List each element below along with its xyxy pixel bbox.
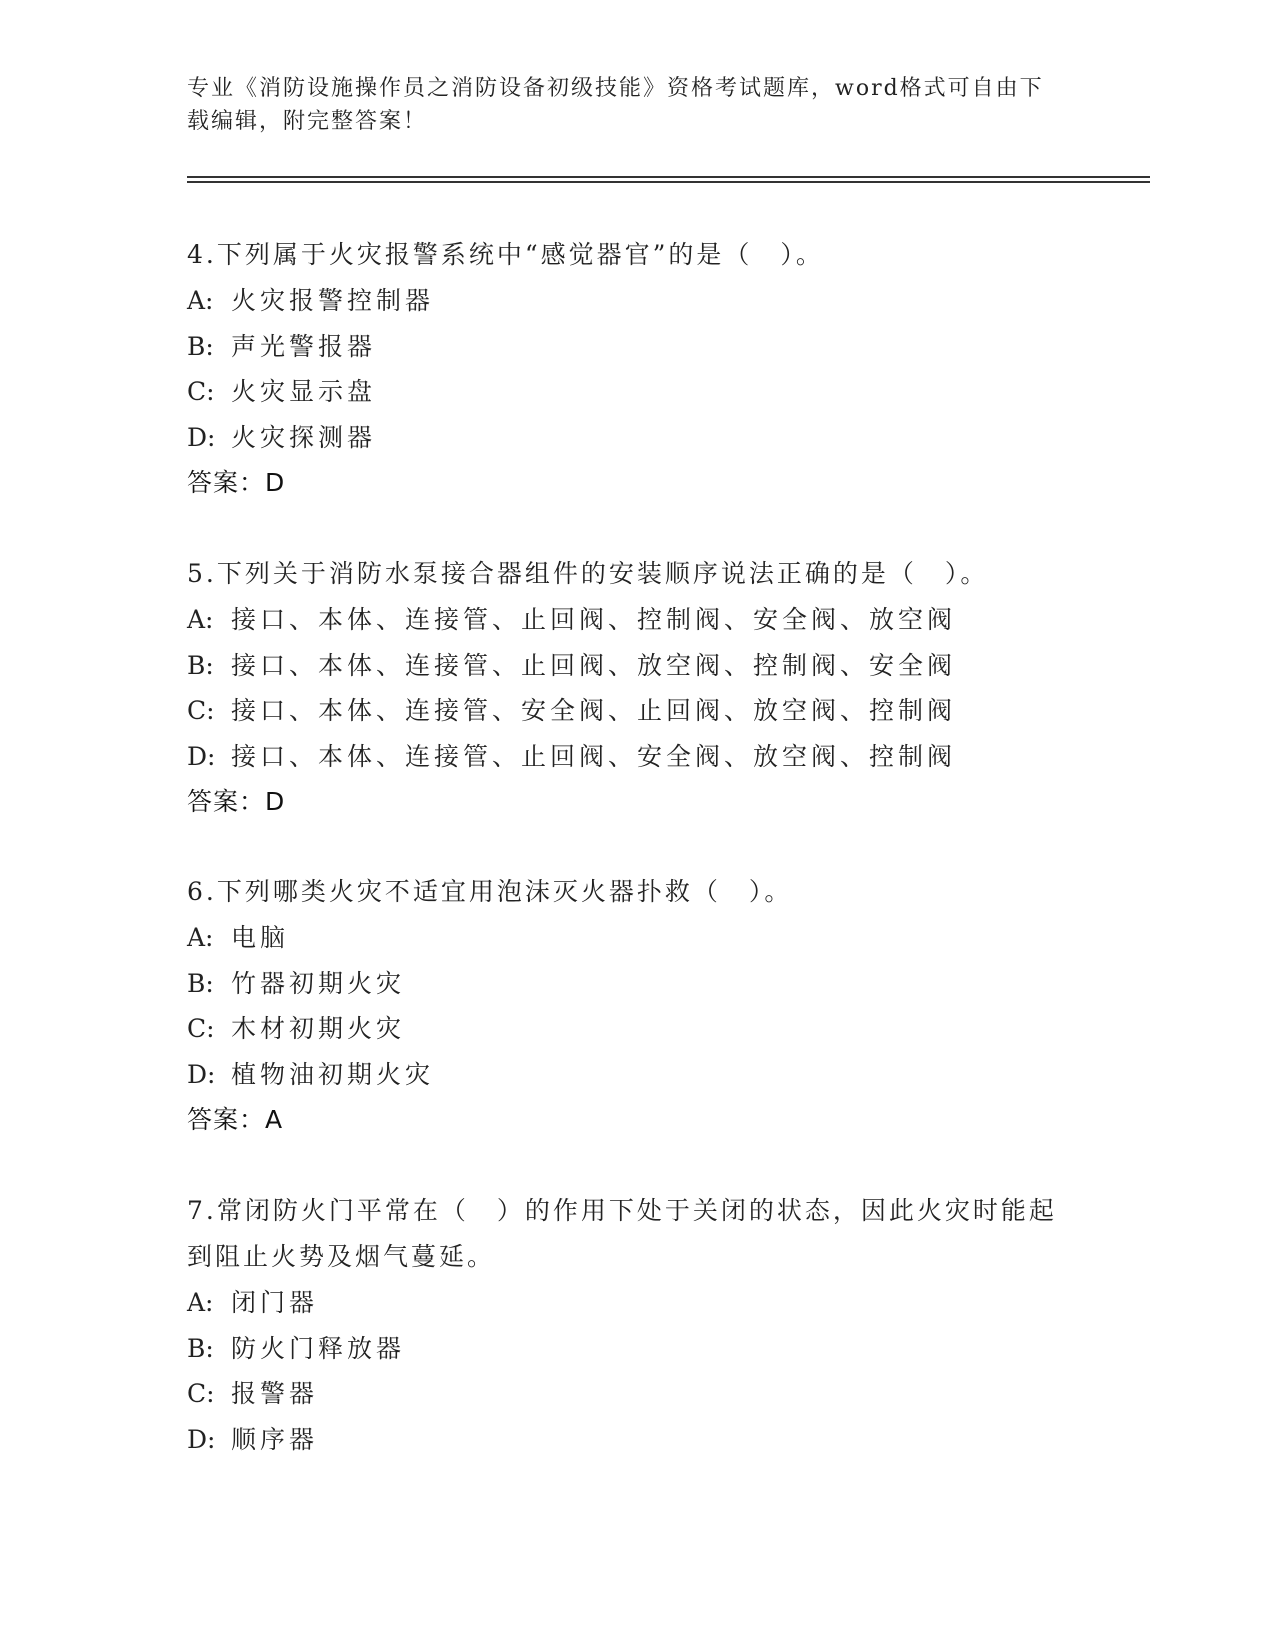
option-d xyxy=(187,1052,1067,1098)
header-divider-bottom xyxy=(187,181,1150,183)
option-b xyxy=(187,1326,1067,1372)
option-text: 竹器初期火灾 xyxy=(231,968,406,998)
question-7 xyxy=(187,1188,1067,1462)
option-key: A: xyxy=(187,286,214,315)
option-d xyxy=(187,415,1067,461)
option-key: A: xyxy=(187,605,214,634)
option-d xyxy=(187,1417,1067,1463)
answer-line: 答案：D xyxy=(187,787,286,816)
option-text: 声光警报器 xyxy=(231,331,377,361)
option-b xyxy=(187,324,1067,370)
question-6 xyxy=(187,869,1067,1142)
option-key: B: xyxy=(187,968,214,998)
option-c xyxy=(187,1006,1067,1052)
question-stem: 4.下列属于火灾报警系统中“感觉器官”的是（ ）。 xyxy=(187,240,824,269)
answer-line: 答案：A xyxy=(187,1105,284,1134)
option-text: 电脑 xyxy=(231,923,290,952)
option-text: 火灾报警控制器 xyxy=(231,286,435,315)
option-key: A: xyxy=(187,1288,214,1317)
answer-line: 答案：D xyxy=(187,468,286,497)
option-text: 植物油初期火灾 xyxy=(231,1059,435,1089)
option-key: D: xyxy=(187,741,216,771)
option-text: 接口、本体、连接管、止回阀、控制阀、安全阀、放空阀 xyxy=(231,605,957,634)
header-divider-top xyxy=(187,176,1150,178)
question-stem: 5.下列关于消防水泵接合器组件的安装顺序说法正确的是（ ）。 xyxy=(187,559,989,588)
option-key: C: xyxy=(187,1014,215,1043)
document-header: 专业《消防设施操作员之消防设备初级技能》资格考试题库，word格式可自由下载编辑，附完整答案！ xyxy=(187,76,1044,134)
option-text: 闭门器 xyxy=(231,1288,319,1317)
option-a xyxy=(187,278,1067,324)
option-b xyxy=(187,643,1067,689)
option-text: 接口、本体、连接管、安全阀、止回阀、放空阀、控制阀 xyxy=(231,696,957,725)
question-4 xyxy=(187,232,1067,505)
option-text: 接口、本体、连接管、止回阀、放空阀、控制阀、安全阀 xyxy=(231,650,957,680)
option-key: B: xyxy=(187,331,214,361)
option-c xyxy=(187,688,1067,734)
option-key: B: xyxy=(187,650,214,680)
option-text: 顺序器 xyxy=(231,1424,319,1454)
option-text: 木材初期火灾 xyxy=(231,1014,406,1043)
option-key: B: xyxy=(187,1333,214,1363)
option-text: 火灾显示盘 xyxy=(231,377,377,406)
option-key: C: xyxy=(187,377,215,406)
option-a xyxy=(187,1280,1067,1326)
option-text: 防火门释放器 xyxy=(231,1333,406,1363)
option-key: D: xyxy=(187,1059,216,1089)
option-d xyxy=(187,734,1067,780)
option-key: C: xyxy=(187,1379,215,1408)
option-c xyxy=(187,369,1067,415)
option-text: 火灾探测器 xyxy=(231,422,377,452)
option-b xyxy=(187,961,1067,1007)
option-a xyxy=(187,915,1067,961)
option-c xyxy=(187,1371,1067,1417)
option-key: D: xyxy=(187,1424,216,1454)
option-text: 接口、本体、连接管、止回阀、安全阀、放空阀、控制阀 xyxy=(231,741,957,771)
question-5 xyxy=(187,551,1067,824)
option-key: C: xyxy=(187,696,215,725)
question-stem: 7.常闭防火门平常在（ ）的作用下处于关闭的状态，因此火灾时能起到阻止火势及烟气蔓延。 xyxy=(187,1196,1057,1271)
option-key: A: xyxy=(187,923,214,952)
option-key: D: xyxy=(187,422,216,452)
question-stem: 6.下列哪类火灾不适宜用泡沫灭火器扑救（ ）。 xyxy=(187,877,793,906)
option-text: 报警器 xyxy=(231,1379,319,1408)
option-a xyxy=(187,597,1067,643)
